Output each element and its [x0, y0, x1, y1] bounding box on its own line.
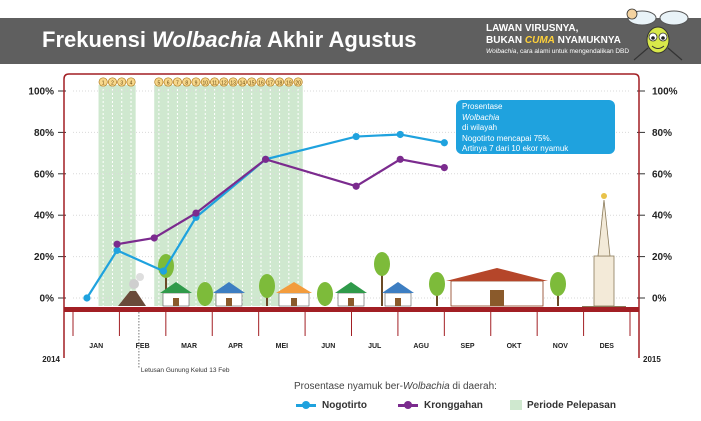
legend-nogotirto-label: Nogotirto	[322, 400, 367, 411]
y-tick-label-left-2: 40%	[33, 210, 54, 222]
legend-title-italic: Wolbachia	[402, 381, 450, 392]
callout-line-1-suffix: di wilayah	[462, 123, 498, 132]
house-4	[335, 282, 367, 306]
callout-box	[456, 100, 615, 174]
slogan-prefix: BUKAN	[486, 35, 525, 46]
month-label-sep: SEP	[460, 343, 475, 350]
tree-7	[550, 272, 566, 306]
release-marker-label-10: 10	[202, 80, 209, 87]
legend-nogotirto-marker	[302, 401, 310, 409]
title-suffix: Akhir Agustus	[261, 27, 417, 52]
legend-title	[294, 381, 497, 392]
release-marker-label-12: 12	[221, 80, 227, 87]
callout-line-1	[462, 102, 609, 134]
data-point-kronggahan-3	[262, 156, 269, 163]
release-marker-label-9: 9	[194, 80, 198, 87]
legend-nogotirto-line	[296, 404, 316, 407]
y-tick-label-left-5: 100%	[28, 86, 54, 98]
palace-roof	[446, 268, 548, 281]
tree-5-crown	[374, 252, 390, 276]
data-point-kronggahan-6	[441, 164, 448, 171]
release-marker-label-2: 2	[111, 80, 114, 87]
legend-kronggahan-line	[398, 404, 418, 407]
data-point-kronggahan-4	[353, 183, 360, 190]
release-marker-label-15: 15	[248, 80, 255, 87]
release-marker-label-4: 4	[129, 80, 133, 87]
house-5-door	[395, 298, 401, 306]
house-2-door	[226, 298, 232, 306]
house-5	[382, 282, 414, 306]
slogan-italic: CUMA	[524, 35, 555, 46]
house-4-door	[348, 298, 354, 306]
y-tick-label-right-5: 100%	[652, 86, 678, 98]
data-point-nogotirto-7	[441, 139, 448, 146]
data-point-nogotirto-6	[397, 131, 404, 138]
year-start-label: 2014	[42, 355, 60, 364]
release-marker-label-14: 14	[239, 80, 246, 87]
release-marker-label-16: 16	[258, 80, 264, 87]
slogan-line-1: LAWAN VIRUSNYA,	[486, 23, 579, 34]
callout-line-3: Artinya 7 dari 10 ekor nyamuk	[462, 144, 569, 153]
release-marker-label-19: 19	[286, 80, 292, 87]
legend-kronggahan	[398, 400, 483, 411]
data-point-nogotirto-2	[160, 267, 167, 274]
month-label-nov: NOV	[552, 343, 568, 350]
release-marker-label-8: 8	[185, 80, 189, 87]
month-label-jun: JUN	[321, 343, 336, 350]
volcano-smoke-1	[129, 279, 139, 289]
callout-line-4-italic: Aedes aegypti	[462, 154, 513, 164]
month-label-des: DES	[599, 343, 614, 350]
house-4-roof	[335, 282, 367, 293]
data-point-nogotirto-1	[113, 247, 120, 254]
data-point-kronggahan-0	[113, 241, 120, 248]
house-1-door	[173, 298, 179, 306]
year-end-label: 2015	[643, 355, 661, 364]
tree-6-crown	[429, 272, 445, 296]
release-marker-label-13: 13	[230, 80, 236, 87]
tree-3-crown	[259, 274, 275, 298]
legend-kronggahan-label: Kronggahan	[424, 400, 483, 411]
house-3-door	[291, 298, 297, 306]
tree-2-crown	[197, 282, 213, 306]
data-point-kronggahan-5	[397, 156, 404, 163]
month-label-jul: JUL	[368, 343, 382, 350]
release-marker-label-6: 6	[166, 80, 170, 87]
release-band-2	[154, 85, 303, 306]
callout-line-2: Nogotirto mencapai 75%.	[462, 133, 552, 143]
legend-nogotirto	[296, 400, 367, 411]
release-marker-label-17: 17	[267, 80, 274, 87]
tagline-rest: , cara alami untuk mengendalikan DBD	[516, 48, 630, 55]
legend-release-label: Periode Pelepasan	[527, 400, 616, 411]
month-label-okt: OKT	[506, 343, 522, 350]
y-tick-label-right-4: 80%	[652, 127, 673, 139]
release-marker-label-5: 5	[157, 80, 161, 87]
tree-6	[429, 272, 445, 306]
release-marker-label-7: 7	[176, 80, 179, 87]
tagline-italic: Wolbachia	[486, 48, 517, 55]
data-point-nogotirto-0	[83, 294, 90, 301]
legend-release-period	[510, 400, 616, 411]
month-label-mar: MAR	[181, 343, 198, 350]
release-marker-label-11: 11	[211, 80, 218, 87]
y-tick-label-left-1: 20%	[33, 252, 54, 264]
data-point-nogotirto-5	[353, 133, 360, 140]
month-label-mei: MEI	[275, 343, 289, 350]
y-tick-label-right-2: 40%	[652, 210, 673, 222]
tree-4-crown	[317, 282, 333, 306]
tree-7-crown	[550, 272, 566, 296]
tree-2	[197, 282, 213, 306]
monument-spire	[598, 200, 610, 256]
month-label-jan: JAN	[89, 343, 104, 350]
callout-line-4-suffix: sudah ber-Wolbachia	[462, 165, 538, 174]
y-tick-label-right-0: 0%	[652, 293, 667, 305]
y-tick-label-right-1: 20%	[652, 252, 673, 264]
y-tick-label-left-3: 60%	[33, 169, 54, 181]
volcano-smoke-2	[136, 273, 144, 281]
callout-line-4	[462, 155, 609, 176]
y-tick-label-right-3: 60%	[652, 169, 673, 181]
slogan-suffix: NYAMUKNYA	[554, 35, 621, 46]
month-label-agu: AGU	[413, 343, 429, 350]
legend-title-suffix: di daerah:	[449, 381, 497, 392]
release-marker-label-20: 20	[295, 80, 301, 87]
callout-line-1-italic: Wolbachia	[462, 112, 500, 122]
tree-4	[317, 282, 333, 306]
data-point-kronggahan-1	[151, 234, 158, 241]
month-label-feb: FEB	[135, 343, 150, 350]
y-tick-label-left-0: 0%	[39, 293, 54, 305]
callout-line-1-prefix: Prosentase	[462, 102, 503, 111]
palace-door	[490, 290, 504, 306]
month-label-apr: APR	[228, 343, 243, 350]
release-marker-label-3: 3	[120, 80, 124, 87]
legend-release-swatch	[510, 400, 522, 410]
eruption-annotation: Letusan Gunung Kelud 13 Feb	[140, 367, 230, 374]
legend-title-prefix: Prosentase nyamuk ber-	[294, 381, 403, 392]
monument-base	[594, 256, 614, 306]
data-point-kronggahan-2	[192, 210, 199, 217]
release-marker-label-18: 18	[276, 80, 283, 87]
house-5-roof	[382, 282, 414, 293]
release-marker-label-1: 1	[101, 80, 105, 87]
frame-top	[64, 74, 639, 87]
monument-top	[601, 193, 607, 199]
y-tick-label-left-4: 80%	[33, 127, 54, 139]
title-prefix: Frekuensi	[42, 27, 153, 52]
legend-kronggahan-marker	[404, 401, 412, 409]
timeline-bar	[64, 307, 639, 312]
title-italic: Wolbachia	[152, 27, 262, 52]
